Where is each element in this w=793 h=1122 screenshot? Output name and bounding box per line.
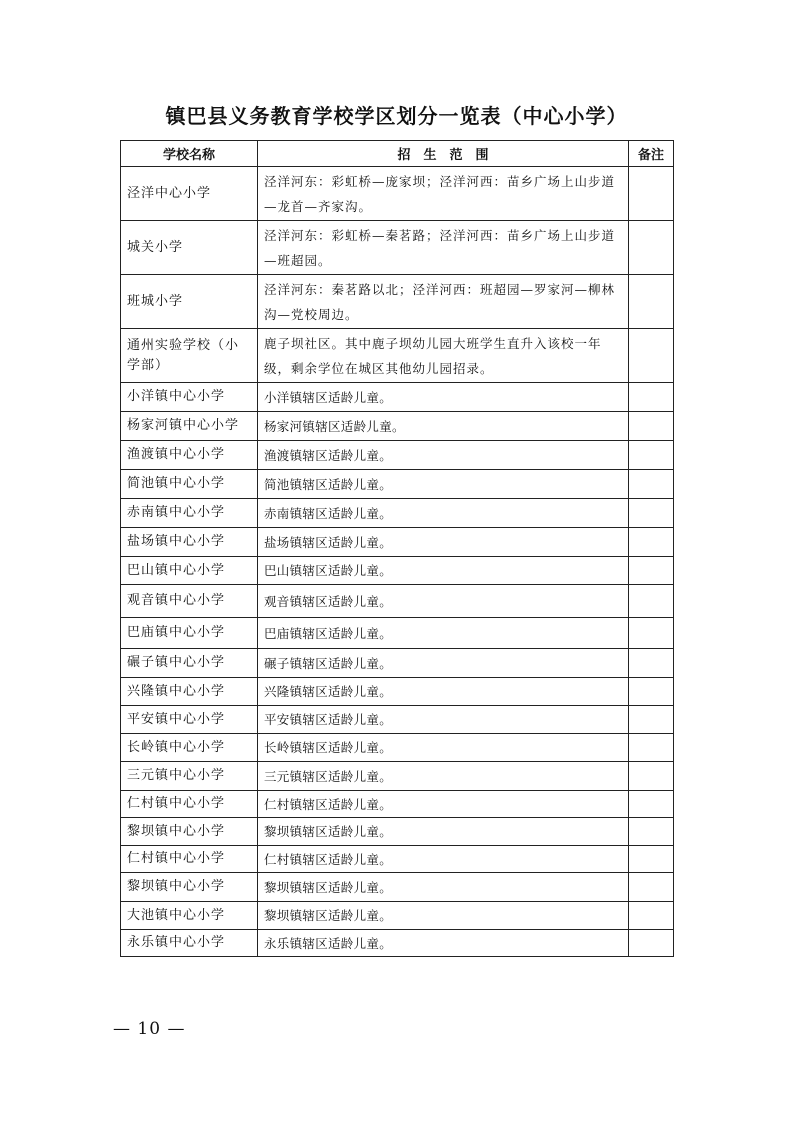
note-cell [629,557,674,585]
table-row [121,734,674,762]
table-row [121,557,674,585]
note-cell [629,678,674,706]
table-row [121,902,674,930]
note-cell [629,706,674,734]
school-name-cell: 班城小学 [121,275,258,329]
table-row [121,873,674,902]
enrollment-range-cell: 巴庙镇辖区适龄儿童。 [258,618,629,649]
enrollment-range-cell: 巴山镇辖区适龄儿童。 [258,557,629,585]
enrollment-range-cell: 三元镇辖区适龄儿童。 [258,762,629,791]
note-cell [629,585,674,618]
note-cell [629,873,674,902]
table-row [121,706,674,734]
table-row [121,221,674,275]
school-district-table [120,140,674,957]
enrollment-range-cell: 碾子镇辖区适龄儿童。 [258,649,629,678]
note-cell [629,846,674,873]
note-cell [629,528,674,557]
enrollment-range-cell: 小洋镇辖区适龄儿童。 [258,383,629,412]
note-cell [629,499,674,528]
table-row [121,846,674,873]
table-row [121,167,674,221]
table-row [121,649,674,678]
enrollment-range-cell: 泾洋河东：彩虹桥—庞家坝；泾洋河西：苗乡广场上山步道—龙首—齐家沟。 [258,167,629,221]
header-note: 备注 [629,141,674,167]
note-cell [629,329,674,383]
table-row [121,818,674,846]
table-row [121,383,674,412]
page-number: — 10 — [113,1019,186,1039]
school-name-cell: 泾洋中心小学 [121,167,258,221]
school-name-cell: 观音镇中心小学 [121,585,258,618]
note-cell [629,791,674,818]
enrollment-range-cell: 仁村镇辖区适龄儿童。 [258,791,629,818]
note-cell [629,618,674,649]
table-row [121,412,674,441]
school-name-cell: 通州实验学校（小学部） [121,329,258,383]
note-cell [629,412,674,441]
school-name-cell: 长岭镇中心小学 [121,734,258,762]
school-name-cell: 平安镇中心小学 [121,706,258,734]
school-name-cell: 简池镇中心小学 [121,470,258,499]
note-cell [629,902,674,930]
school-name-cell: 城关小学 [121,221,258,275]
enrollment-range-cell: 泾洋河东：彩虹桥—秦茗路；泾洋河西：苗乡广场上山步道—班超园。 [258,221,629,275]
school-name-cell: 巴山镇中心小学 [121,557,258,585]
note-cell [629,167,674,221]
note-cell [629,734,674,762]
enrollment-range-cell: 黎坝镇辖区适龄儿童。 [258,873,629,902]
table-row [121,528,674,557]
table-row [121,329,674,383]
school-name-cell: 仁村镇中心小学 [121,846,258,873]
school-name-cell: 仁村镇中心小学 [121,791,258,818]
enrollment-range-cell: 赤南镇辖区适龄儿童。 [258,499,629,528]
school-name-cell: 杨家河镇中心小学 [121,412,258,441]
note-cell [629,470,674,499]
note-cell [629,275,674,329]
school-name-cell: 巴庙镇中心小学 [121,618,258,649]
school-name-cell: 赤南镇中心小学 [121,499,258,528]
enrollment-range-cell: 黎坝镇辖区适龄儿童。 [258,818,629,846]
table-row [121,618,674,649]
school-name-cell: 兴隆镇中心小学 [121,678,258,706]
enrollment-range-cell: 平安镇辖区适龄儿童。 [258,706,629,734]
school-name-cell: 盐场镇中心小学 [121,528,258,557]
table-row [121,441,674,470]
school-name-cell: 渔渡镇中心小学 [121,441,258,470]
enrollment-range-cell: 渔渡镇辖区适龄儿童。 [258,441,629,470]
note-cell [629,649,674,678]
table-row [121,499,674,528]
enrollment-range-cell: 鹿子坝社区。其中鹿子坝幼儿园大班学生直升入该校一年级，剩余学位在城区其他幼儿园招录。 [258,329,629,383]
note-cell [629,441,674,470]
table-row [121,791,674,818]
note-cell [629,383,674,412]
note-cell [629,930,674,957]
enrollment-range-cell: 仁村镇辖区适龄儿童。 [258,846,629,873]
school-name-cell: 小洋镇中心小学 [121,383,258,412]
enrollment-range-cell: 兴隆镇辖区适龄儿童。 [258,678,629,706]
school-name-cell: 碾子镇中心小学 [121,649,258,678]
table-row [121,762,674,791]
note-cell [629,762,674,791]
enrollment-range-cell: 盐场镇辖区适龄儿童。 [258,528,629,557]
school-name-cell: 永乐镇中心小学 [121,930,258,957]
table-row [121,470,674,499]
enrollment-range-cell: 长岭镇辖区适龄儿童。 [258,734,629,762]
school-name-cell: 黎坝镇中心小学 [121,818,258,846]
enrollment-range-cell: 简池镇辖区适龄儿童。 [258,470,629,499]
school-name-cell: 大池镇中心小学 [121,902,258,930]
school-name-cell: 三元镇中心小学 [121,762,258,791]
note-cell [629,221,674,275]
enrollment-range-cell: 杨家河镇辖区适龄儿童。 [258,412,629,441]
note-cell [629,818,674,846]
table-header-row [121,141,674,167]
enrollment-range-cell: 观音镇辖区适龄儿童。 [258,585,629,618]
header-school-name: 学校名称 [121,141,258,167]
enrollment-range-cell: 黎坝镇辖区适龄儿童。 [258,902,629,930]
enrollment-range-cell: 永乐镇辖区适龄儿童。 [258,930,629,957]
page-title: 镇巴县义务教育学校学区划分一览表（中心小学） [165,104,628,128]
table-row [121,930,674,957]
school-name-cell: 黎坝镇中心小学 [121,873,258,902]
table-body [121,167,674,957]
table-row [121,275,674,329]
table-row [121,585,674,618]
table-row [121,678,674,706]
enrollment-range-cell: 泾洋河东：秦茗路以北；泾洋河西：班超园—罗家河—柳林沟—党校周边。 [258,275,629,329]
header-enrollment-range: 招 生 范 围 [258,141,629,167]
